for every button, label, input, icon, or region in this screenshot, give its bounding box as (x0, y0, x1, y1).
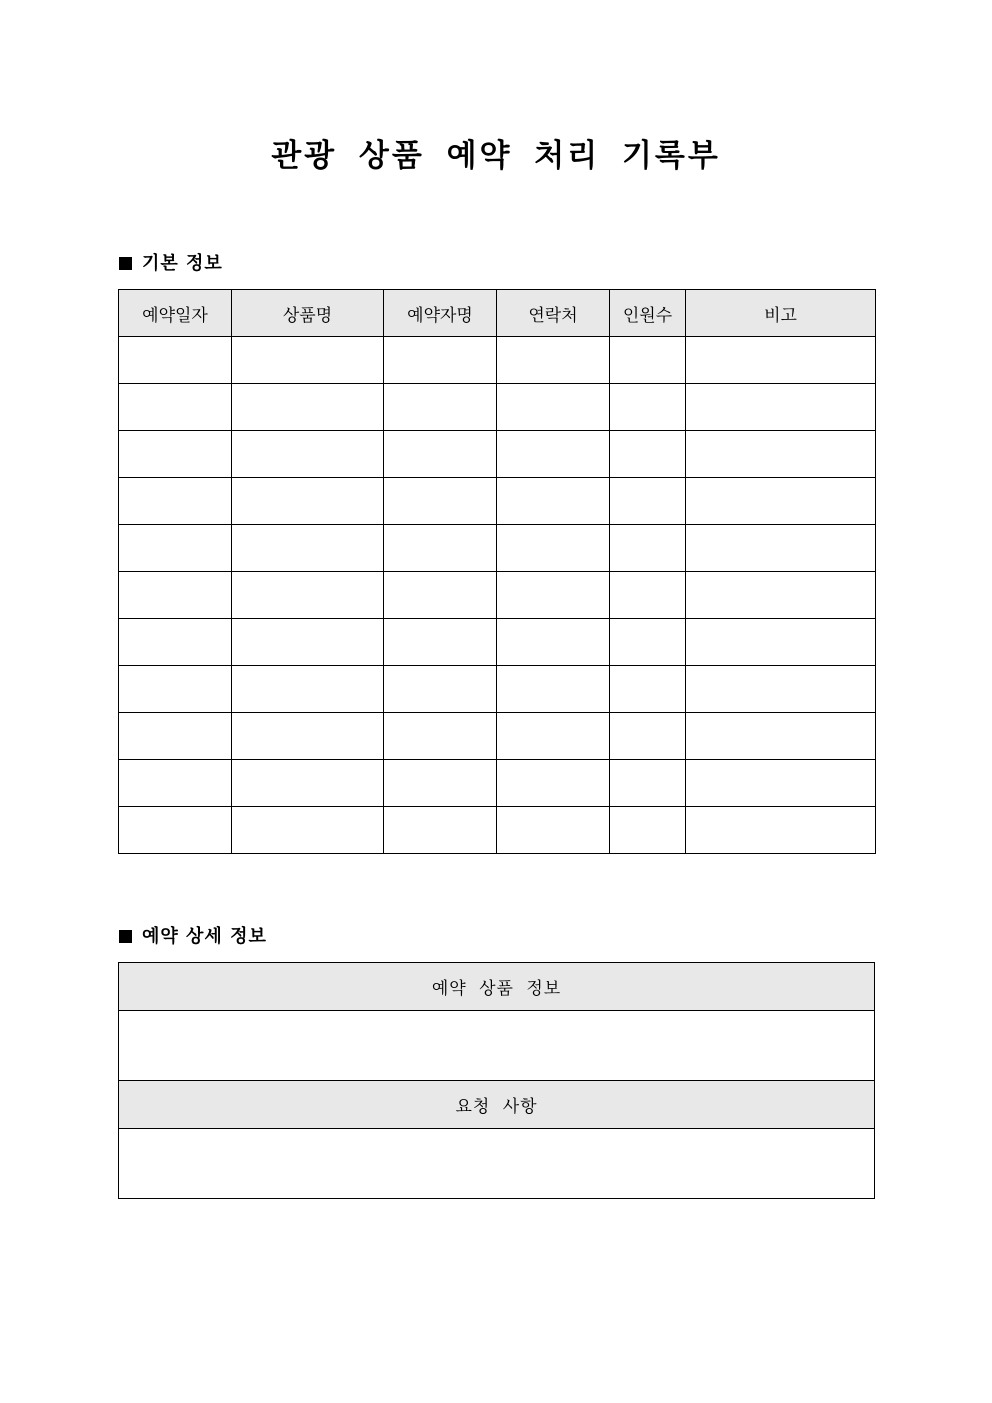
table-cell[interactable] (610, 807, 686, 854)
column-header-party-size: 인원수 (610, 290, 686, 337)
table-cell[interactable] (610, 572, 686, 619)
table-cell[interactable] (686, 713, 876, 760)
column-header-remarks: 비고 (686, 290, 876, 337)
column-header-product-name: 상품명 (232, 290, 384, 337)
table-cell[interactable] (119, 525, 232, 572)
table-cell[interactable] (497, 666, 610, 713)
table-cell[interactable] (497, 478, 610, 525)
table-cell[interactable] (384, 666, 497, 713)
requests-label: 요청 사항 (119, 1081, 875, 1129)
table-cell[interactable] (119, 807, 232, 854)
table-cell[interactable] (610, 384, 686, 431)
table-row (119, 807, 876, 854)
table-cell[interactable] (610, 431, 686, 478)
table-cell[interactable] (610, 525, 686, 572)
table-cell[interactable] (232, 478, 384, 525)
table-cell[interactable] (384, 713, 497, 760)
section-heading-basic-info (119, 252, 223, 276)
page-title: 관광 상품 예약 처리 기록부 (271, 138, 721, 174)
product-info-field[interactable] (119, 1011, 875, 1081)
table-cell[interactable] (384, 525, 497, 572)
table-cell[interactable] (686, 525, 876, 572)
table-row (119, 337, 876, 384)
table-row (119, 384, 876, 431)
table-cell[interactable] (119, 760, 232, 807)
table-row (119, 1081, 875, 1129)
table-cell[interactable] (686, 760, 876, 807)
table-row (119, 963, 875, 1011)
table-cell[interactable] (610, 619, 686, 666)
section-heading-reservation-detail (119, 925, 267, 949)
section-heading-label: 기본 정보 (142, 253, 223, 274)
square-bullet-icon (119, 257, 132, 270)
table-row (119, 1011, 875, 1081)
table-row (119, 1129, 875, 1199)
table-cell[interactable] (610, 760, 686, 807)
table-cell[interactable] (232, 807, 384, 854)
table-cell[interactable] (497, 572, 610, 619)
table-cell[interactable] (497, 337, 610, 384)
table-cell[interactable] (686, 384, 876, 431)
table-cell[interactable] (497, 384, 610, 431)
square-bullet-icon (119, 930, 132, 943)
table-cell[interactable] (119, 337, 232, 384)
table-cell[interactable] (232, 384, 384, 431)
reservation-detail-table (118, 962, 875, 1199)
table-cell[interactable] (384, 572, 497, 619)
table-cell[interactable] (610, 713, 686, 760)
table-cell[interactable] (119, 478, 232, 525)
table-cell[interactable] (686, 431, 876, 478)
table-cell[interactable] (497, 525, 610, 572)
table-row (119, 431, 876, 478)
table-cell[interactable] (384, 384, 497, 431)
table-row (119, 760, 876, 807)
table-cell[interactable] (497, 760, 610, 807)
table-cell[interactable] (119, 666, 232, 713)
table-cell[interactable] (232, 713, 384, 760)
table-cell[interactable] (232, 666, 384, 713)
table-cell[interactable] (686, 478, 876, 525)
table-cell[interactable] (384, 337, 497, 384)
table-row (119, 525, 876, 572)
table-cell[interactable] (384, 760, 497, 807)
table-cell[interactable] (686, 619, 876, 666)
table-row (119, 478, 876, 525)
column-header-reservation-date: 예약일자 (119, 290, 232, 337)
table-cell[interactable] (686, 572, 876, 619)
section-heading-label: 예약 상세 정보 (142, 926, 267, 947)
table-cell[interactable] (119, 572, 232, 619)
table-cell[interactable] (497, 807, 610, 854)
table-cell[interactable] (686, 807, 876, 854)
table-cell[interactable] (686, 666, 876, 713)
table-cell[interactable] (497, 713, 610, 760)
table-cell[interactable] (384, 807, 497, 854)
table-cell[interactable] (119, 431, 232, 478)
table-row (119, 619, 876, 666)
table-cell[interactable] (384, 478, 497, 525)
column-header-contact: 연락처 (497, 290, 610, 337)
table-cell[interactable] (232, 619, 384, 666)
table-cell[interactable] (232, 760, 384, 807)
table-row (119, 572, 876, 619)
table-cell[interactable] (119, 619, 232, 666)
column-header-reserver-name: 예약자명 (384, 290, 497, 337)
table-cell[interactable] (119, 384, 232, 431)
table-cell[interactable] (232, 431, 384, 478)
table-cell[interactable] (232, 337, 384, 384)
table-cell[interactable] (497, 431, 610, 478)
table-cell[interactable] (686, 337, 876, 384)
table-cell[interactable] (232, 572, 384, 619)
table-cell[interactable] (384, 431, 497, 478)
table-cell[interactable] (610, 337, 686, 384)
table-cell[interactable] (232, 525, 384, 572)
basic-info-table-body (119, 337, 876, 854)
basic-info-table (118, 289, 876, 854)
table-row (119, 666, 876, 713)
requests-field[interactable] (119, 1129, 875, 1199)
table-cell[interactable] (610, 666, 686, 713)
table-header-row (119, 290, 876, 337)
table-row (119, 713, 876, 760)
table-cell[interactable] (497, 619, 610, 666)
table-cell[interactable] (610, 478, 686, 525)
table-cell[interactable] (119, 713, 232, 760)
product-info-label: 예약 상품 정보 (119, 963, 875, 1011)
table-cell[interactable] (384, 619, 497, 666)
